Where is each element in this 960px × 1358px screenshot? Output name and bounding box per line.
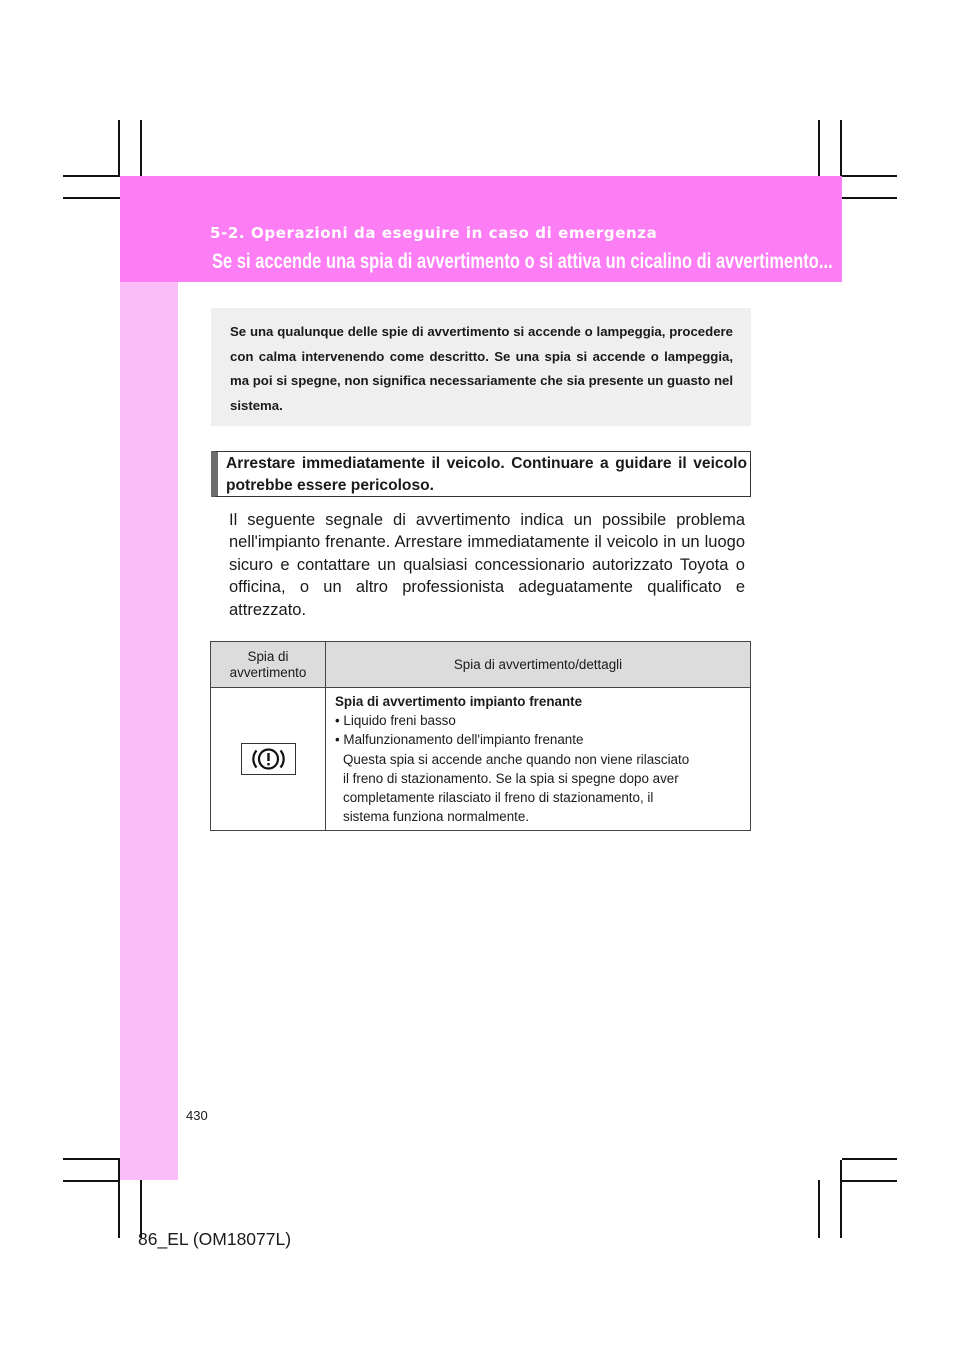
warning-heading xyxy=(211,451,751,497)
crop-mark xyxy=(63,175,120,177)
crop-mark xyxy=(140,120,142,176)
document-code: 86_EL (OM18077L) xyxy=(138,1229,292,1249)
intro-text: Se una qualunque delle spie di avvertimento si accende o lampeggia, procedere con calma intervenendo come descritto. Se una spia si accende o lampeggia, ma poi si spegne, non significa necessariamente che sia presente un guasto nel sistema. xyxy=(230,324,733,413)
list-item: • Malfunzionamento dell'impianto frenante xyxy=(335,732,584,748)
note-line: Questa spia si accende anche quando non viene rilasciato xyxy=(343,751,690,767)
page-number: 430 xyxy=(186,1108,208,1123)
detail-cell xyxy=(326,688,751,831)
crop-mark xyxy=(842,1158,897,1160)
warning-light-table xyxy=(210,641,751,831)
icon-cell xyxy=(211,688,326,831)
brake-system-warning-icon xyxy=(241,743,296,775)
crop-mark xyxy=(842,197,897,199)
list-item: • Liquido freni basso xyxy=(335,713,456,729)
note-line: sistema funziona normalmente. xyxy=(343,809,530,825)
crop-mark xyxy=(63,1158,120,1160)
crop-mark xyxy=(842,175,897,177)
note-line: completamente rilasciato il freno di stazionamento, il xyxy=(343,790,654,806)
intro-box xyxy=(211,308,751,426)
body-paragraph: Il seguente segnale di avvertimento indica un possibile problema nell'impianto frenante. Arrestare immediatamente il veicolo in un luogo sicuro e contattare un qualsiasi concessionario autorizzato Toyota o officina, o un altro professionista adeguatamente qualificato e attrezzato. xyxy=(229,511,745,619)
note-line: il freno di stazionamento. Se la spia si spegne dopo aver xyxy=(343,770,679,786)
crop-mark xyxy=(818,120,820,176)
warning-heading-text: Arrestare immediatamente il veicolo. Continuare a guidare il veicolo potrebbe essere pericoloso. xyxy=(226,455,747,494)
crop-mark xyxy=(842,1180,897,1182)
page-header xyxy=(120,176,842,282)
crop-mark xyxy=(840,120,842,176)
column-header-details: Spia di avvertimento/dettagli xyxy=(326,642,751,688)
crop-mark xyxy=(818,1180,820,1238)
section-label: 5-2. Operazioni da eseguire in caso di emergenza xyxy=(210,224,658,242)
crop-mark xyxy=(118,120,120,176)
table-header-row xyxy=(211,642,751,688)
crop-mark xyxy=(63,197,120,199)
column-header-light: Spia di avvertimento xyxy=(211,642,326,688)
crop-mark xyxy=(63,1180,120,1182)
side-color-band xyxy=(120,176,178,1180)
table-row xyxy=(211,688,751,831)
warning-light-name: Spia di avvertimento impianto frenante xyxy=(335,694,583,709)
page-title: Se si accende una spia di avvertimento o si attiva un cicalino di avvertimento... xyxy=(212,250,833,273)
crop-mark xyxy=(840,1160,842,1238)
